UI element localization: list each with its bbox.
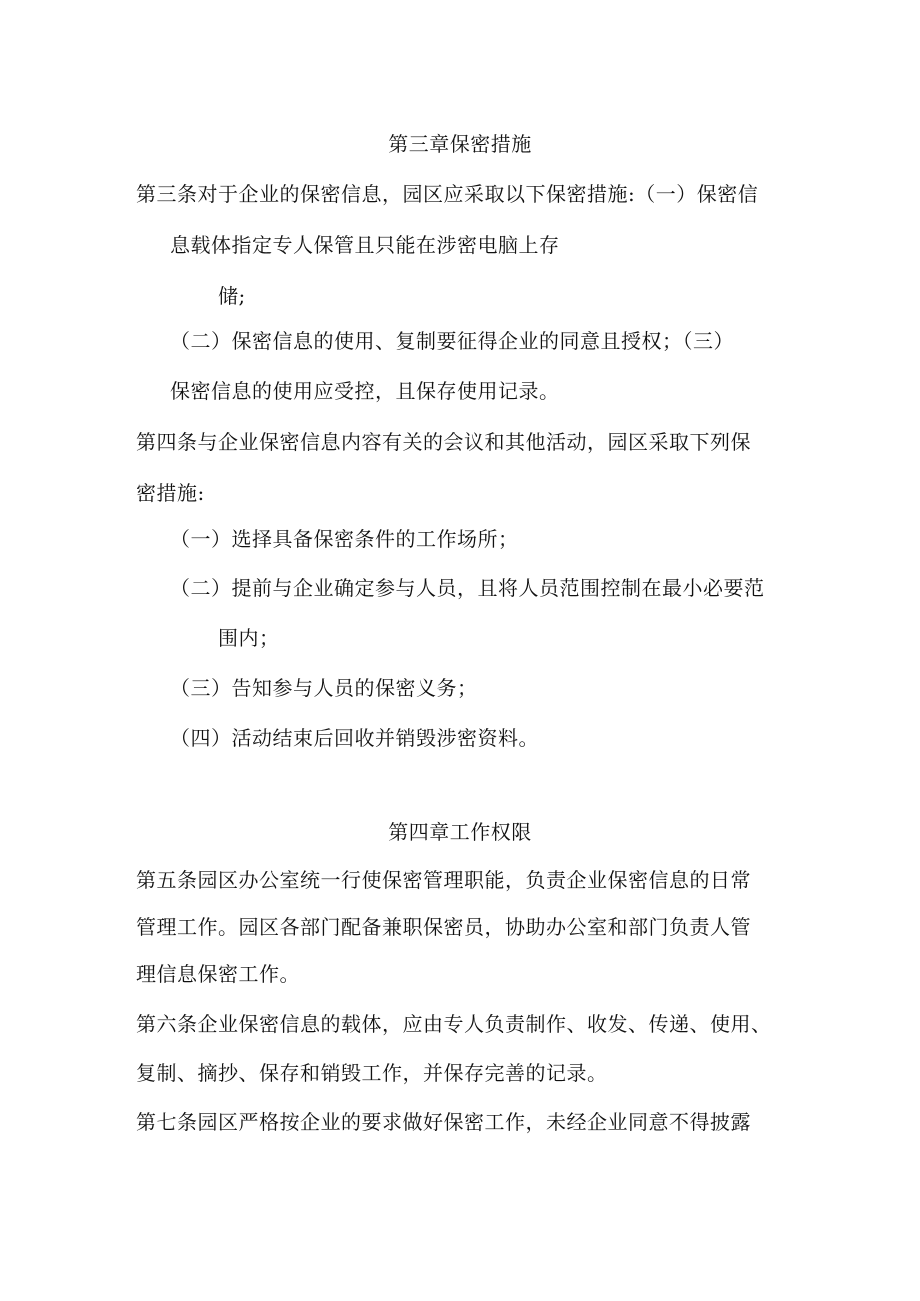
chapter-4-heading: 第四章工作权限 [388, 820, 532, 844]
article-3-line-4: （二）保密信息的使用、复制要征得企业的同意且授权；（三） [170, 329, 734, 353]
article-4-item-3: （三）告知参与人员的保密义务； [170, 676, 478, 700]
article-3-line-5: 保密信息的使用应受控，且保存使用记录。 [170, 379, 560, 403]
article-4-item-1: （一）选择具备保密条件的工作场所； [170, 527, 519, 551]
article-3-line-1: 第三条对于企业的保密信息，园区应采取以下保密措施:（一）保密信 [136, 182, 759, 206]
article-5-line-1: 第五条园区办公室统一行使保密管理职能，负责企业保密信息的日常 [136, 868, 751, 892]
article-4-line-2: 密措施: [136, 481, 205, 505]
article-3-line-2: 息载体指定专人保管且只能在涉密电脑上存 [170, 233, 560, 257]
article-4-item-2-line-1: （二）提前与企业确定参与人员，且将人员范围控制在最小必要范 [170, 576, 765, 600]
article-6-line-2: 复制、摘抄、保存和销毁工作，并保存完善的记录。 [136, 1061, 608, 1085]
article-4-line-1: 第四条与企业保密信息内容有关的会议和其他活动，园区采取下列保 [136, 430, 751, 454]
article-6-line-1: 第六条企业保密信息的载体，应由专人负责制作、收发、传递、使用、 [136, 1012, 772, 1036]
article-3-line-3: 储; [218, 284, 246, 308]
article-5-line-2: 管理工作。园区各部门配备兼职保密员，协助办公室和部门负责人管 [136, 915, 751, 939]
article-4-item-2-line-2: 围内； [218, 626, 280, 650]
article-4-item-4: （四）活动结束后回收并销毁涉密资料。 [170, 726, 539, 750]
article-7-line-1: 第七条园区严格按企业的要求做好保密工作，未经企业同意不得披露 [136, 1110, 751, 1134]
chapter-3-heading: 第三章保密措施 [388, 132, 532, 156]
article-5-line-3: 理信息保密工作。 [136, 962, 300, 986]
